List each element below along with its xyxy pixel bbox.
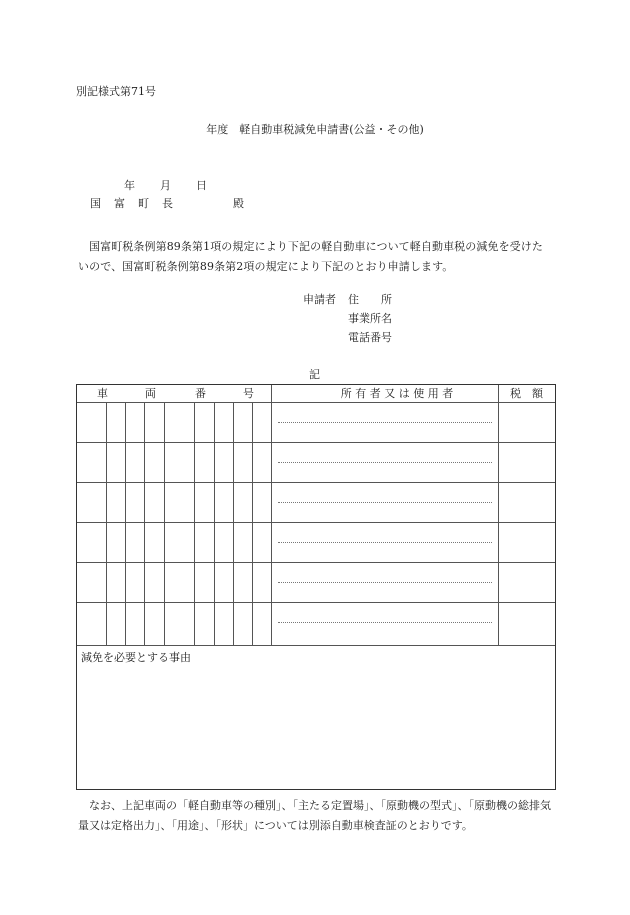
addressee-honorific: 殿: [233, 197, 244, 210]
header-vehicle-char: 号: [243, 387, 254, 400]
application-table: [76, 384, 556, 790]
plate-cell-separator: [194, 402, 195, 645]
note-text: なお、上記車両の「軽自動車等の種別」、「主たる定置場」、「原動機の型式」、「原動機の総排気量又は定格出力」、「用途」、「形状」については別添自動車検査証のとおりです。: [78, 799, 551, 832]
table-row: [77, 602, 555, 603]
owner-dotted-line: [278, 582, 492, 583]
owner-dotted-line: [278, 502, 492, 503]
plate-cell-separator: [106, 402, 107, 645]
applicant-label: 申請者: [303, 293, 336, 306]
ki-label: 記: [309, 368, 320, 381]
header-owner: 所 有 者 又 は 使 用 者: [340, 387, 454, 400]
header-vehicle-char: 両: [145, 387, 156, 400]
addressee-char: 町: [138, 197, 149, 210]
plate-cell-separator: [164, 402, 165, 645]
applicant-office-label: 事業所名: [348, 312, 392, 325]
owner-dotted-line: [278, 462, 492, 463]
reason-label: 減免を必要とする事由: [81, 651, 191, 664]
header-vehicle-char: 車: [97, 387, 108, 400]
owner-dotted-line: [278, 622, 492, 623]
header-vehicle-char: 番: [195, 387, 206, 400]
plate-cell-separator: [233, 402, 234, 645]
form-number: 別記様式第71号: [76, 85, 156, 98]
date-month-label: 月: [160, 179, 171, 192]
column-separator: [271, 385, 272, 645]
addressee-char: 長: [162, 197, 173, 210]
document-title: 年度 軽自動車税減免申請書(公益・その他): [206, 123, 424, 136]
date-year-label: 年: [124, 179, 135, 192]
rows-bottom-line: [77, 645, 555, 646]
plate-cell-separator: [125, 402, 126, 645]
owner-dotted-line: [278, 422, 492, 423]
plate-cell-separator: [144, 402, 145, 645]
table-row: [77, 562, 555, 563]
owner-dotted-line: [278, 542, 492, 543]
addressee-char: 富: [114, 197, 125, 210]
column-separator: [498, 385, 499, 645]
plate-cell-separator: [252, 402, 253, 645]
plate-cell-separator: [214, 402, 215, 645]
header-divider: [77, 402, 555, 403]
applicant-address-label: 住 所: [348, 293, 392, 306]
table-row: [77, 482, 555, 483]
addressee-char: 国: [90, 197, 101, 210]
header-tax-amount: 税 額: [510, 387, 543, 400]
body-text: 国富町税条例第89条第1項の規定により下記の軽自動車について軽自動車税の減免を受けたいので、国富町税条例第89条第2項の規定により下記のとおり申請します。: [78, 240, 543, 273]
table-row: [77, 522, 555, 523]
table-row: [77, 442, 555, 443]
applicant-phone-label: 電話番号: [348, 331, 392, 344]
date-day-label: 日: [196, 179, 207, 192]
